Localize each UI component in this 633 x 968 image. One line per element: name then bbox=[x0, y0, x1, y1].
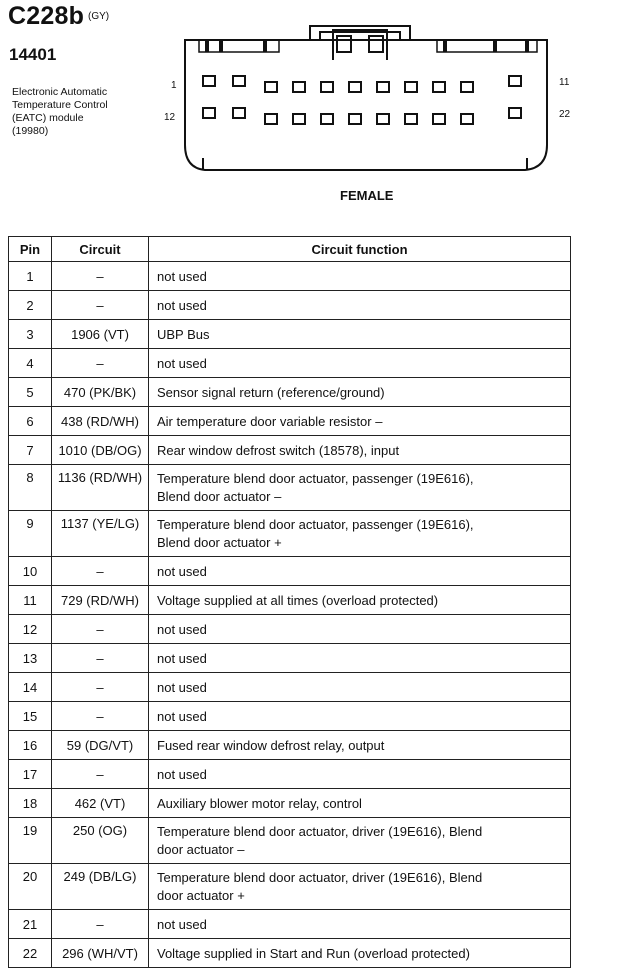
cell-pin: 1 bbox=[9, 262, 52, 291]
cell-function bbox=[149, 262, 571, 291]
col-header-pin: Pin bbox=[9, 237, 52, 262]
cell-pin: 5 bbox=[9, 378, 52, 407]
cell-pin: 12 bbox=[9, 615, 52, 644]
cell-circuit: – bbox=[52, 349, 149, 378]
cell-pin: 22 bbox=[9, 939, 52, 968]
cell-function bbox=[149, 320, 571, 349]
function-line: Auxiliary blower motor relay, control bbox=[157, 795, 362, 811]
cell-pin: 21 bbox=[9, 910, 52, 939]
cell-pin: 9 bbox=[9, 511, 52, 557]
function-line: Sensor signal return (reference/ground) bbox=[157, 384, 385, 400]
table-row bbox=[9, 760, 571, 789]
cell-circuit: – bbox=[52, 910, 149, 939]
pin-label-11: 11 bbox=[559, 77, 570, 88]
cell-pin: 20 bbox=[9, 864, 52, 910]
cell-pin: 16 bbox=[9, 731, 52, 760]
cell-pin: 8 bbox=[9, 465, 52, 511]
pin-label-12: 12 bbox=[164, 112, 176, 123]
function-line: Fused rear window defrost relay, output bbox=[157, 737, 385, 753]
cell-function bbox=[149, 731, 571, 760]
cell-circuit: 59 (DG/VT) bbox=[52, 731, 149, 760]
function-line: not used bbox=[157, 355, 207, 371]
cell-pin: 15 bbox=[9, 702, 52, 731]
cell-circuit: – bbox=[52, 557, 149, 586]
function-line: Air temperature door variable resistor – bbox=[157, 413, 383, 429]
cell-function bbox=[149, 436, 571, 465]
cell-circuit: 296 (WH/VT) bbox=[52, 939, 149, 968]
function-line: door actuator – bbox=[157, 842, 245, 857]
cell-pin: 18 bbox=[9, 789, 52, 818]
cell-function bbox=[149, 910, 571, 939]
cell-circuit: 249 (DB/LG) bbox=[52, 864, 149, 910]
col-header-function: Circuit function bbox=[149, 237, 571, 262]
table-row bbox=[9, 557, 571, 586]
cell-circuit: 462 (VT) bbox=[52, 789, 149, 818]
description-line: Electronic Automatic bbox=[12, 86, 108, 98]
description-line: Temperature Control bbox=[12, 99, 108, 111]
table-row bbox=[9, 818, 571, 864]
pin-label-22: 22 bbox=[559, 109, 571, 120]
cell-function bbox=[149, 644, 571, 673]
table-row bbox=[9, 910, 571, 939]
description-line: (EATC) module bbox=[12, 112, 84, 124]
col-header-circuit: Circuit bbox=[52, 237, 149, 262]
function-line: UBP Bus bbox=[157, 326, 210, 342]
function-line: Temperature blend door actuator, passenger (19E616), bbox=[157, 471, 474, 486]
table-row bbox=[9, 864, 571, 910]
function-line: Temperature blend door actuator, driver (19E616), Blend bbox=[157, 870, 483, 885]
function-line: Rear window defrost switch (18578), input bbox=[157, 442, 400, 458]
cell-pin: 6 bbox=[9, 407, 52, 436]
part-number: 14401 bbox=[9, 45, 57, 64]
cell-function bbox=[149, 789, 571, 818]
cell-circuit: – bbox=[52, 673, 149, 702]
cell-function bbox=[149, 511, 571, 557]
cell-pin: 13 bbox=[9, 644, 52, 673]
cell-pin: 4 bbox=[9, 349, 52, 378]
cell-circuit: 729 (RD/WH) bbox=[52, 586, 149, 615]
description-line: (19980) bbox=[12, 125, 49, 137]
table-row bbox=[9, 291, 571, 320]
function-line: Voltage supplied in Start and Run (overload protected) bbox=[157, 945, 470, 961]
cell-circuit: – bbox=[52, 644, 149, 673]
cell-function bbox=[149, 291, 571, 320]
cell-circuit: 470 (PK/BK) bbox=[52, 378, 149, 407]
function-line: Voltage supplied at all times (overload protected) bbox=[157, 592, 439, 608]
function-line: Temperature blend door actuator, driver (19E616), Blend bbox=[157, 824, 483, 839]
cell-function bbox=[149, 615, 571, 644]
cell-pin: 10 bbox=[9, 557, 52, 586]
connector-face-diagram bbox=[175, 20, 555, 180]
function-line: not used bbox=[157, 297, 207, 313]
cell-function bbox=[149, 407, 571, 436]
cell-circuit: – bbox=[52, 702, 149, 731]
function-line: not used bbox=[157, 268, 207, 284]
table-row bbox=[9, 731, 571, 760]
function-line: Temperature blend door actuator, passenger (19E616), bbox=[157, 517, 474, 532]
table-row bbox=[9, 615, 571, 644]
function-line: not used bbox=[157, 916, 207, 932]
cell-function bbox=[149, 864, 571, 910]
cell-circuit: – bbox=[52, 262, 149, 291]
cell-pin: 3 bbox=[9, 320, 52, 349]
cell-pin: 11 bbox=[9, 586, 52, 615]
cell-circuit: 1137 (YE/LG) bbox=[52, 511, 149, 557]
cell-function bbox=[149, 673, 571, 702]
cell-function bbox=[149, 702, 571, 731]
cell-function bbox=[149, 818, 571, 864]
table-row bbox=[9, 436, 571, 465]
function-line: not used bbox=[157, 679, 207, 695]
cell-pin: 7 bbox=[9, 436, 52, 465]
function-line: Blend door actuator + bbox=[157, 535, 282, 550]
table-row bbox=[9, 673, 571, 702]
table-row bbox=[9, 511, 571, 557]
function-line: not used bbox=[157, 563, 207, 579]
connector-color: (GY) bbox=[88, 11, 110, 22]
function-line: not used bbox=[157, 708, 207, 724]
cell-circuit: – bbox=[52, 615, 149, 644]
cell-circuit: – bbox=[52, 291, 149, 320]
cell-circuit: 1136 (RD/WH) bbox=[52, 465, 149, 511]
table-header-row bbox=[9, 237, 571, 262]
function-line: not used bbox=[157, 621, 207, 637]
cell-pin: 19 bbox=[9, 818, 52, 864]
table-row bbox=[9, 939, 571, 968]
function-line: not used bbox=[157, 766, 207, 782]
function-line: door actuator + bbox=[157, 888, 245, 903]
cell-function bbox=[149, 586, 571, 615]
cell-function bbox=[149, 465, 571, 511]
cell-circuit: – bbox=[52, 760, 149, 789]
cell-circuit: 438 (RD/WH) bbox=[52, 407, 149, 436]
table-row bbox=[9, 378, 571, 407]
cell-function bbox=[149, 939, 571, 968]
table-row bbox=[9, 407, 571, 436]
cell-pin: 17 bbox=[9, 760, 52, 789]
table-body bbox=[9, 262, 571, 968]
function-line: Blend door actuator – bbox=[157, 489, 282, 504]
cell-pin: 2 bbox=[9, 291, 52, 320]
pinout-table bbox=[8, 236, 571, 968]
table-row bbox=[9, 644, 571, 673]
table-row bbox=[9, 702, 571, 731]
table-row bbox=[9, 465, 571, 511]
table-row bbox=[9, 349, 571, 378]
cell-pin: 14 bbox=[9, 673, 52, 702]
cell-function bbox=[149, 557, 571, 586]
connector-gender-label: FEMALE bbox=[340, 188, 394, 203]
table-row bbox=[9, 262, 571, 291]
cell-function bbox=[149, 349, 571, 378]
module-description bbox=[12, 86, 172, 138]
connector-code: C228b bbox=[8, 2, 85, 30]
table-row bbox=[9, 789, 571, 818]
cell-function bbox=[149, 760, 571, 789]
cell-function bbox=[149, 378, 571, 407]
table-row bbox=[9, 320, 571, 349]
cell-circuit: 250 (OG) bbox=[52, 818, 149, 864]
function-line: not used bbox=[157, 650, 207, 666]
cell-circuit: 1906 (VT) bbox=[52, 320, 149, 349]
cell-circuit: 1010 (DB/OG) bbox=[52, 436, 149, 465]
pin-label-1: 1 bbox=[171, 80, 177, 91]
table-row bbox=[9, 586, 571, 615]
